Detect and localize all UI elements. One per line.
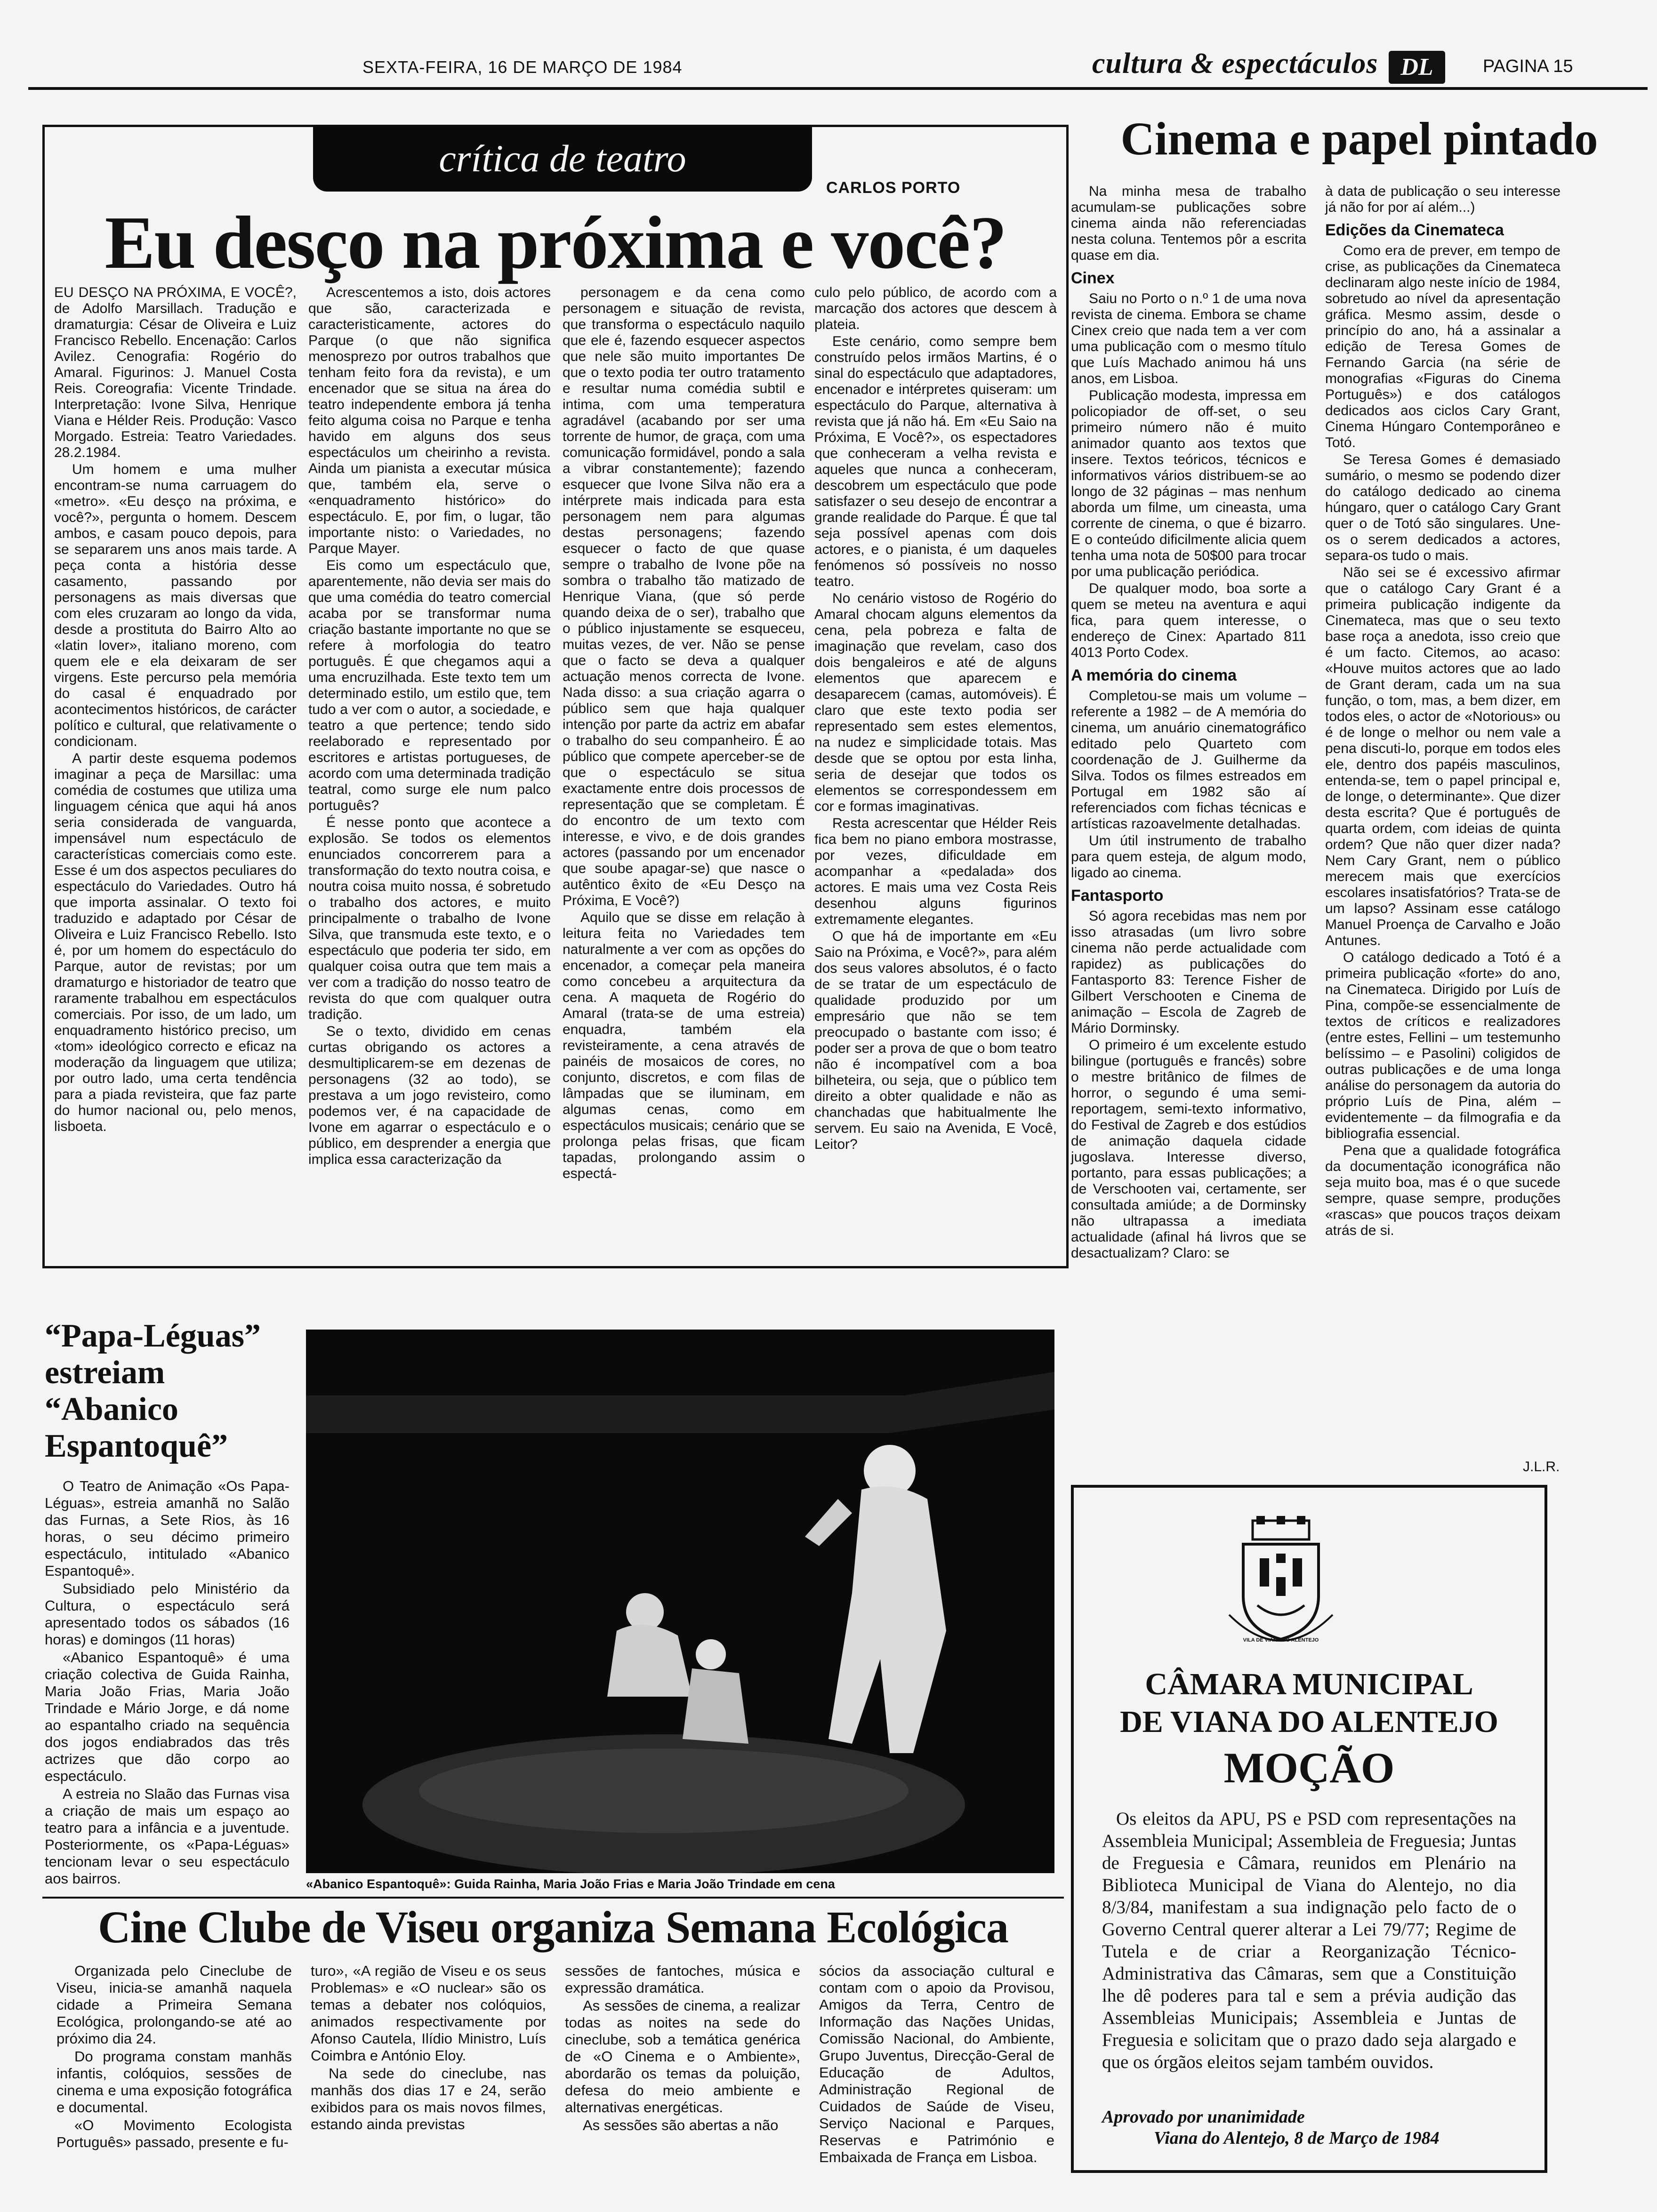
viseu-column-3 <box>565 1963 800 2135</box>
papa-leguas-article <box>45 1318 297 1887</box>
papa-paragraph: Subsidiado pelo Ministério da Cultura, o espectáculo será apresentado todos os sábados (16 horas) e domingos (11 horas) <box>45 1580 290 1648</box>
review-paragraph: Eis como um espectáculo que, aparentemente, não devia ser mais do que uma comédia do teatro comercial acaba por se transformar numa criação bastante importante no que se refere à morfologia do teatro português. É que chegamos aqui a uma encruzilhada. Este texto tem um determinado estilo, um estilo que, tem tudo a ver com o autor, a sociedade, e teatro a que pertence; tendo sido reelaborado e representado por escritores e artistas portugueses, de acordo com uma determinada tradição teatral, como surge ele num palco português? <box>308 558 551 813</box>
viseu-paragraph: turo», «A região de Viseu e os seus Problemas» e «O nuclear» são os temas a debater nos colóquios, animados respectivamente por Afonso Cautela, Ilídio Ministro, Luís Coimbra e António Eloy. <box>311 1963 546 2064</box>
papa-paragraph: «Abanico Espantoquê» é uma criação colectiva de Guida Rainha, Maria João Frias, Maria João Trindade e Mário Jorge, e dá nome ao espantalho criado na sequência dos jogos endiabrados das três actrizes que dão corpo ao espectáculo. <box>45 1649 290 1784</box>
cinema-paragraph: Saiu no Porto o n.º 1 de uma nova revista de cinema. Embora se chame Cinex creio que nada tem a ver com uma publicação com o mesmo título que Luís Machado animou há uns anos, em Lisboa. <box>1071 291 1306 386</box>
camara-title-1: CÂMARA MUNICIPAL <box>1145 1667 1473 1701</box>
cinema-paragraph: Não sei se é excessivo afirmar que o catálogo Cary Grant é a primeira publicação indigente da Cinemateca, mas que o seu texto base roça a anedota, isso creio que é um facto. Citemos, ao acaso: «Houve muitos actores que ao lado de Grant deram, cada um na sua função, o tom, mas, a bem dizer, em todos eles, o actor de «Notorious» ou é de longe o melhor ou nem vale a pena discuti-lo, porque em todos eles ele, dentro dos papéis masculinos, entenda-se, tem o papel principal e, de longe, o determinante». Que dizer desta escrita? Que é português de quarta ordem, com ideias de quinta ordem? Que não quer dizer nada? Nem Cary Grant, nem o público merecem mais que exercícios escolares insatisfatórios? Trata-se de um lapso? Assinam esse catálogo Manuel Proença de Carvalho e João Antunes. <box>1325 565 1560 948</box>
cinema-paragraph: Na minha mesa de trabalho acumulam-se publicações sobre cinema ainda não referenciadas nesta coluna. Tentemos pôr a escrita quase em dia. <box>1071 184 1306 263</box>
papa-headline-4: Espantoquê” <box>45 1428 228 1464</box>
cinema-paragraph: Completou-se mais um volume – referente a 1982 – de A memória do cinema, um anuário cinematográfico editado pelo Quarteto com coordenação de J. Guilherme da Silva. Todos os filmes estreados em Portugal em 1982 são aí referenciados com fichas técnicas e artísticas razoavelmente detalhadas. <box>1071 688 1306 832</box>
cinema-paragraph: Publicação modesta, impressa em policopiador de off-set, o seu primeiro número não é muito animador quanto aos textos que insere. Textos teóricos, técnicos e informativos vários distribuem-se ao longo de 32 páginas – mas nenhum aborda um filme, um cineasta, uma corrente de cinema, o que é bizarro. E o conteúdo dificilmente alicia quem tenha uma nota de 50$00 para trocar por uma publicação periódica. <box>1071 388 1306 579</box>
papa-paragraph: O Teatro de Animação «Os Papa-Léguas», estreia amanhã no Salão das Furnas, a Sete Rios, às 16 horas, o seu décimo primeiro espectáculo, intitulado «Abanico Espantoquê». <box>45 1478 290 1579</box>
review-paragraph: culo pelo público, de acordo com a marcação dos actores que descem à plateia. <box>814 285 1057 332</box>
stage-scene-icon <box>306 1330 1054 1873</box>
cinema-paragraph: Como era de prever, em tempo de crise, as publicações da Cinemateca declinaram algo neste início de 1984, sobretudo ao nível da apresentação gráfica. Mesmo assim, desde o princípio do ano, há a assinalar a edição de Teresa Gomes de Fernando Garcia (na série de monografias «Figuras do Cinema Português») e dos catálogos dedicados aos ciclos Cary Grant, Cinema Húngaro Contemporâneo e Totó. <box>1325 243 1560 450</box>
cinema-paragraph: O primeiro é um excelente estudo bilingue (português e francês) sobre o mestre britânico de filmes de horror, o segundo é uma semi-reportagem, semi-texto informativo, do Festival de Zagreb e dos estúdios de animação daquela cidade jugoslava. Interesse diverso, portanto, para essas publicações; a de Verschooten vai, certamente, ser consultada amiúde; a de Dorminsky não ultrapassa a imediata actualidade (afinal há livros que se desactualizam? Claro: se <box>1071 1037 1306 1261</box>
cinema-paragraph: Pena que a qualidade fotográfica da documentação iconográfica não seja muito boa, mas é o que sucede sempre, quase sempre, produções «rascas» que poucos traços deixam atrás de si. <box>1325 1143 1560 1238</box>
camara-notice <box>1071 1485 1547 2173</box>
viseu-paragraph: sócios da associação cultural e contam com o apoio da Provisou, Amigos da Terra, Centro de Informação das Nações Unidas, Comissão Nacional, do Ambiente, Grupo Juventus, Direcção-Geral de Educação de Adultos, Administração Regional de Cuidados de Saúde de Viseu, Serviço Nacional e Parques, Reservas e Património e Embaixada de França em Lisboa. <box>819 1963 1054 2165</box>
cinema-col-1 <box>1071 184 1306 1262</box>
abanico-photo <box>306 1330 1054 1873</box>
review-author: CARLOS PORTO <box>826 179 961 197</box>
mocao-title: MOÇÃO <box>1223 1744 1395 1792</box>
cinema-paragraph: Um útil instrumento de trabalho para quem esteja, de algum modo, ligado ao cinema. <box>1071 833 1306 881</box>
review-paragraph: Este cenário, como sempre bem construído pelos irmãos Martins, é o sinal do espectáculo que adaptadores, encenador e intérpretes quiseram: um espectáculo do Parque, alternativa à revista que já não há. Em «Eu Saio na Próxima, E Você?», os espectadores que conheceram a velha revista e aqueles que nunca a conheceram, descobrem um espectáculo que pode satisfazer o seu desejo de encontrar a grande realidade do Parque. É que tal seja possível apenas com dois actores, e o pianista, é um daqueles fenómenos só possíveis no nosso teatro. <box>814 334 1057 589</box>
review-paragraph: O que há de importante em «Eu Saio na Próxima, e Você?», para além dos seus valores absolutos, é o facto de se tratar de um espectáculo de qualidade produzido por um empresário que não se tem preocupado o bastante com isso; é poder ser a prova de que o bom teatro não é incompatível com a boa bilheteira, ou seja, que o público tem direito a obter qualidade e não as chanchadas que habitualmente lhe servem. Eu saio na Avenida, E Você, Leitor? <box>814 929 1057 1152</box>
review-paragraph: Um homem e uma mulher encontram-se numa carruagem do «metro». «Eu desço na próxima, e você?», pergunta o homem. Descem ambos, e casam pouco depois, para se separarem uns anos mais tarde. A peça conta a história desse casamento, passando por personagens as mais diversas que com eles cruzaram ao longo da vida, desde a prostituta do Bairro Alto ao «latin lover», italiano moreno, com quem ele e ela deixaram de ser virgens. Este percurso pela memória do casal é enquadrado por acontecimentos históricos, de carácter político e cultural, que relativamente o condicionam. <box>54 462 297 749</box>
header-date: SEXTA-FEIRA, 16 DE MARÇO DE 1984 <box>362 57 683 77</box>
viseu-paragraph: Na sede do cineclube, nas manhãs dos dias 17 e 24, serão exibidos para os mais novos filmes, estando ainda previstas <box>311 2065 546 2132</box>
logo-letters: DL <box>1400 54 1433 80</box>
page-number: PAGINA 15 <box>1483 56 1573 76</box>
crest-icon <box>1220 1516 1342 1652</box>
review-column-1 <box>54 285 297 1136</box>
review-paragraph: personagem e da cena como personagem e situação de revista, que transforma o espectáculo naquilo que ele é, fazendo esquecer aspectos que nele são muito importantes De que o texto podia ter outro tratamento e resultar numa comédia subtil e intima, com uma temperatura agradável (acabando por ser uma torrente de humor, de graça, com uma comunicação formidável, pondo a sala a vibrar constantemente); fazendo esquecer que Ivone Silva não era a intérprete mais indicada para esta personagem nem para algumas destas personagens; fazendo esquecer o facto de que quase sempre o trabalho de Ivone põe na sombra o trabalho tão matizado de Henrique Viana, (que só perde quando deixa de o ser), trabalho que o público injustamente se esqueceu, muitas vezes, de ver. Não se pense que o facto se deva a qualquer actuação menos correcta de Ivone. Nada disso: a sua criação agarra o público sem que haja qualquer intenção por parte da actriz em abafar o trabalho do seu companheiro. É ao público que compete aperceber-se de que o espectáculo se situa exactamente entre dois processos de representação que se completam. É do encontro de um texto com interesse, e vivo, e de dois grandes actores (passando por um encenador que soube apagar-se) que nasce o autêntico êxito de «Eu Desço na Próxima, E Você?) <box>563 285 805 908</box>
papa-body <box>45 1478 290 1888</box>
review-headline: Eu desço na próxima e você? <box>105 200 1006 284</box>
viseu-paragraph: Do programa constam manhãs infantis, colóquios, sessões de cinema e uma exposição fotográfica e documental. <box>56 2048 292 2116</box>
review-paragraph: Aquilo que se disse em relação à leitura feita no Variedades tem naturalmente a ver com as opções do encenador, a começar pela maneira como concebeu a arquitectura da cena. A maqueta de Rogério do Amaral (trata-se de uma estreia) enquadra, também ela revisteiramente, a cena através de painéis de mosaicos de cores, no conjunto, discretos, e com filas de lâmpadas que se iluminam, em algumas cenas, como em espectáculos musicais; cenário que se prolonga pelas frisas, que ficam tapadas, prolongando assim o espectá- <box>563 910 805 1181</box>
cinema-headline: Cinema e papel pintado <box>1120 112 1598 165</box>
subheading: Edições da Cinemateca <box>1325 221 1504 239</box>
subheading: A memória do cinema <box>1071 666 1237 684</box>
papa-headline-2: estreiam <box>45 1354 165 1391</box>
municipal-crest <box>1220 1516 1342 1652</box>
viseu-column-1 <box>56 1963 292 2152</box>
cinema-paragraph: Se Teresa Gomes é demasiado sumário, o mesmo se podendo dizer do catálogo dedicado ao cinema húngaro, quer o catálogo Cary Grant quer o de Totó são singulares. Une-os o serem dedicados a actores, separa-os tudo o mais. <box>1325 452 1560 563</box>
review-column-2 <box>308 285 551 1169</box>
papa-headline-3: “Abanico <box>45 1391 178 1427</box>
subheading: Cinex <box>1071 269 1115 287</box>
camara-title-2: DE VIANA DO ALENTEJO <box>1120 1705 1498 1739</box>
review-paragraph: Se o texto, dividido em cenas curtas obrigando os actores a desmultiplicarem-se em dezenas de personagens (32 ao todo), se prestava a um jogo revisteiro, como podemos ver, é na capacidade de Ivone em agarrar o espectáculo e o público, em desprender a energia que implica essa caracterização da <box>308 1024 551 1167</box>
cinema-paragraph: O catálogo dedicado a Totó é a primeira publicação «forte» do ano, na Cinemateca. Dirigido por Luís de Pina, compõe-se essencialmente de textos de críticos e realizadores (entre estes, Fellini – um testemunho belíssimo – e Pasolini) coligidos de outras publicações e de uma longa análise do personagem da autoria do próprio Luís de Pina, além – evidentemente – da filmografia e da bibliografia essencial. <box>1325 950 1560 1141</box>
review-column-4 <box>814 285 1057 1154</box>
review-paragraph: É nesse ponto que acontece a explosão. Se todos os elementos enunciados concorrerem para a transformação do texto noutra coisa, e noutra coisa muito nossa, é sobretudo o trabalho dos actores, e muito principalmente o trabalho de Ivone Silva, que transmuda este texto, e o espectáculo que poderia ter sido, em qualquer coisa outra que tem mais a ver com a tradição do nosso teatro de revista do que com qualquer outra tradição. <box>308 815 551 1022</box>
viseu-paragraph: «O Movimento Ecologista Português» passado, presente e fu- <box>56 2117 292 2150</box>
section-title: cultura & espectáculos <box>1092 48 1378 80</box>
cinema-col-2 <box>1325 184 1560 1240</box>
viseu-column-2 <box>311 1963 546 2134</box>
mocao-body: Os eleitos da APU, PS e PSD com representações na Assembleia Municipal; Assembleia de Freguesia; Juntas de Freguesia e Câmara, reunidos em Plenário na Biblioteca Municipal de Viana do Alentejo, no dia 8/3/84, manifestam a sua indignação pelo facto de o Governo Central querer alterar a Lei 79/77; Regime de Tutela e de criar a Reorganização Técnico-Administrativa das Câmaras, sem que a Constituição lhe dê poderes para tal e sem a prévia audição das Assembleias Municipais; Assembleia e Juntas de Freguesia e solicitam que o prazo dado seja alargado e que os órgãos eleitos sejam também ouvidos. <box>1102 1809 1516 2072</box>
review-column-3 <box>563 285 805 1183</box>
viseu-headline: Cine Clube de Viseu organiza Semana Ecológica <box>98 1902 1008 1952</box>
papa-headline-1: “Papa-Léguas” <box>45 1318 261 1354</box>
theatre-review <box>42 125 1069 1268</box>
viseu-paragraph: Organizada pelo Cineclube de Viseu, inicia-se amanhã naquela cidade a Primeira Semana Ecológica, prolongando-se até ao próximo dia 24. <box>56 1963 292 2047</box>
mocao-place-date: Viana do Alentejo, 8 de Março de 1984 <box>1154 2128 1440 2148</box>
review-paragraph: Acrescentemos a isto, dois actores que são, caracterizada e caracteristicamente, actores do Parque (o que não significa menosprezo por outros trabalhos que tenham feito fora da revista), e um encenador que se situa na área do teatro independente embora já tenha feito alguma coisa no Parque e tenha havido em alguns dos seus espectáculos um cheirinho a revista. Ainda um pianista a executar música que, também ela, serve o «enquadramento histórico» do espectáculo. E, por fim, o lugar, tão importante nisto: o Variedades, no Parque Mayer. <box>308 285 551 556</box>
review-paragraph: A partir deste esquema podemos imaginar a peça de Marsillac: uma comédia de costumes que utiliza uma linguagem cénica que aqui há anos seria considerada de vanguarda, impensável num espectáculo de características comerciais como este. Esse é um dos aspectos peculiares do espectáculo do Variedades. Outro há que importa assinalar. O texto foi traduzido e adaptado por César de Oliveira e Luiz Francisco Rebello. Isto é, por um homem do espectáculo do Parque, autor de revistas; por um dramaturgo e historiador de teatro que raramente trabalhou em espectáculos comerciais. Por isso, de um lado, um enquadramento histórico preciso, um «tom» ideológico correcto e eficaz na moderação da linguagem que utiliza; por outro lado, uma certa tendência para a piada revisteira, que faz parte do humor nacional ou, pelo menos, lisboeta. <box>54 751 297 1134</box>
page-header <box>0 0 1657 89</box>
viseu-paragraph: As sessões são abertas a não <box>583 2117 779 2133</box>
review-banner <box>313 126 812 192</box>
header-rule <box>28 87 1648 90</box>
cinema-paragraph: à data de publicação o seu interesse já não for por aí além...) <box>1325 184 1560 215</box>
review-paragraph: No cenário vistoso de Rogério do Amaral chocam alguns elementos da cena, pela pobreza e falta de imaginação que revelam, caso dos dois bengaleiros e até de alguns elementos que aparecem e desaparecem (camas, automóveis). É claro que este texto podia ser representado sem estes elementos, na nudez e simplicidade totais. Mas desde que se optou por esta linha, seria de desejar que todos os elementos se correspondessem em cor e formas imaginativas. <box>814 591 1057 814</box>
section-rule <box>42 1897 1064 1899</box>
viseu-article <box>42 1901 1064 2203</box>
viseu-column-4 <box>819 1963 1054 2167</box>
review-paragraph: EU DESÇO NA PRÓXIMA, E VOCÊ?, de Adolfo Marsillach. Tradução e dramaturgia: César de Oliveira e Luiz Francisco Rebello. Encenação: Carlos Avilez. Cenografia: Rogério do Amaral. Figurinos: J. Manuel Costa Reis. Coreografia: Vicente Trindade. Interpretação: Ivone Silva, Henrique Viana e Hélder Reis. Produção: Vasco Morgado. Estreia: Teatro Variedades. 28.2.1984. <box>54 285 297 460</box>
photo-caption: «Abanico Espantoquê»: Guida Rainha, Maria João Frias e Maria João Trindade em cena <box>306 1877 835 1891</box>
papa-paragraph: A estreia no Slaão das Furnas visa a criação de mais um espaço ao teatro para a infância e a juventude. Posteriormente, os «Papa-Léguas» tencionam levar o seu espectáculo aos bairros. <box>45 1786 290 1887</box>
cinema-paragraph: De qualquer modo, boa sorte a quem se meteu na aventura e aqui fica, para quem interesse, o endereço de Cinex: Apartado 811 4013 Porto Codex. <box>1071 581 1306 660</box>
newspaper-logo <box>1389 51 1445 84</box>
viseu-paragraph: As sessões de cinema, a realizar todas as noites na sede do cineclube, sob a temática genérica de «O Cinema e o Ambiente», abordarão os temas da poluição, defesa do meio ambiente e alternativas energéticas. <box>565 1997 800 2116</box>
cinema-column <box>1071 108 1648 1483</box>
mocao-approved: Aprovado por unanimidade <box>1102 2107 1305 2127</box>
cinema-signature: J.L.R. <box>1523 1459 1560 1475</box>
cinema-paragraph: Só agora recebidas mas nem por isso atrasadas (um livro sobre cinema não perde actualidade com rapidez) as publicações do Fantasporto 83: Terence Fisher de Gilbert Verschooten e Cinema de animação – Escola de Zagreb de Mário Dorminsky. <box>1071 908 1306 1036</box>
review-paragraph: Resta acrescentar que Hélder Reis fica bem no piano embora mostrasse, por vezes, dificuldade em acompanhar a «pedalada» dos actores. E mais uma vez Costa Reis desenhou alguns figurinos extremamente elegantes. <box>814 816 1057 927</box>
viseu-paragraph: sessões de fantoches, música e expressão dramática. <box>565 1963 800 1996</box>
subheading: Fantasporto <box>1071 887 1164 905</box>
review-banner-text: crítica de teatro <box>439 137 686 180</box>
crest-text: VILA DE VIANA DO ALENTEJO <box>1243 1637 1319 1643</box>
